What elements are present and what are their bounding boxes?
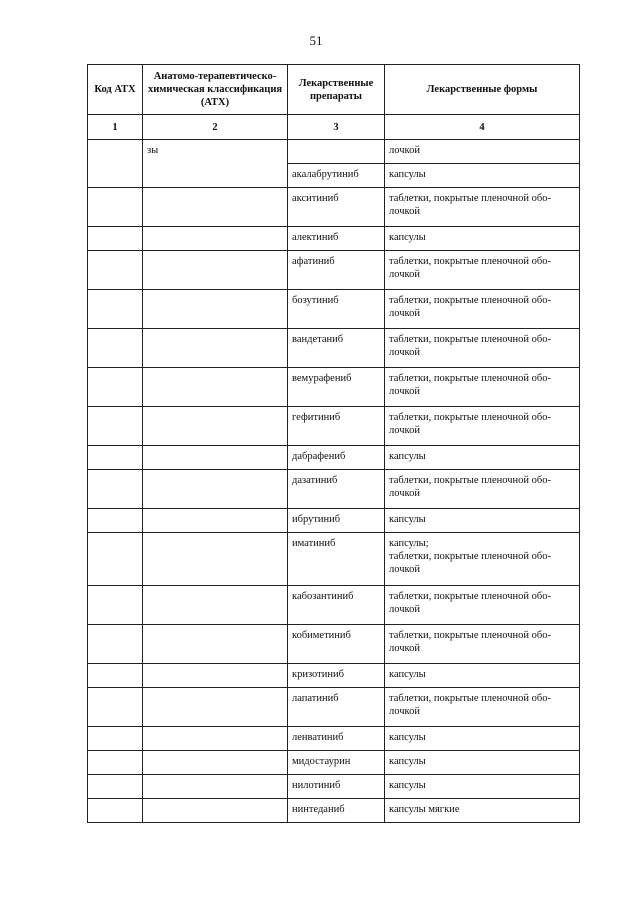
form-line: таблетки, покрытые пленочной обо- bbox=[389, 475, 551, 486]
table-row bbox=[88, 140, 580, 164]
table-row bbox=[88, 470, 580, 509]
classification-cell bbox=[143, 664, 288, 688]
header-classification: Анатомо-терапевтическо-химическая классификация (АТХ) bbox=[143, 65, 288, 115]
classification-cell bbox=[143, 446, 288, 470]
form-line: капсулы; bbox=[389, 538, 429, 549]
header-forms: Лекарственные формы bbox=[385, 65, 580, 115]
drug-cell: лапатиниб bbox=[288, 688, 385, 727]
drug-cell: нилотиниб bbox=[288, 775, 385, 799]
drug-cell: кабозантиниб bbox=[288, 586, 385, 625]
column-number: 2 bbox=[143, 115, 288, 140]
form-cell bbox=[385, 446, 580, 470]
table-row bbox=[88, 586, 580, 625]
form-cell bbox=[385, 407, 580, 446]
form-line: лочкой bbox=[389, 643, 420, 654]
form-line: таблетки, покрытые пленочной обо- bbox=[389, 256, 551, 267]
atc-code-cell bbox=[88, 407, 143, 446]
column-number: 1 bbox=[88, 115, 143, 140]
column-number: 4 bbox=[385, 115, 580, 140]
atc-code-cell bbox=[88, 799, 143, 823]
classification-cell bbox=[143, 290, 288, 329]
form-line: капсулы bbox=[389, 451, 426, 462]
column-number-row bbox=[88, 115, 580, 140]
drug-cell: бозутиниб bbox=[288, 290, 385, 329]
classification-cell bbox=[143, 368, 288, 407]
classification-cell bbox=[143, 727, 288, 751]
atc-code-cell bbox=[88, 251, 143, 290]
form-line: капсулы bbox=[389, 756, 426, 767]
form-cell bbox=[385, 751, 580, 775]
table-row bbox=[88, 251, 580, 290]
form-line: таблетки, покрытые пленочной обо- bbox=[389, 334, 551, 345]
header-row bbox=[88, 65, 580, 115]
drug-cell: кобиметиниб bbox=[288, 625, 385, 664]
classification-cell bbox=[143, 251, 288, 290]
drug-cell: алектиниб bbox=[288, 227, 385, 251]
form-cell bbox=[385, 251, 580, 290]
table-row bbox=[88, 664, 580, 688]
column-number: 3 bbox=[288, 115, 385, 140]
classification-cell bbox=[143, 470, 288, 509]
form-cell bbox=[385, 688, 580, 727]
atc-code-cell bbox=[88, 140, 143, 188]
form-cell bbox=[385, 664, 580, 688]
table-row bbox=[88, 775, 580, 799]
form-cell bbox=[385, 188, 580, 227]
form-cell bbox=[385, 775, 580, 799]
table-row bbox=[88, 188, 580, 227]
drug-cell bbox=[288, 140, 385, 164]
drug-cell: мидостаурин bbox=[288, 751, 385, 775]
form-line: капсулы bbox=[389, 169, 426, 180]
classification-cell bbox=[143, 586, 288, 625]
drug-cell: гефитиниб bbox=[288, 407, 385, 446]
drug-cell: акситиниб bbox=[288, 188, 385, 227]
atc-code-cell bbox=[88, 446, 143, 470]
form-cell bbox=[385, 368, 580, 407]
form-line: лочкой bbox=[389, 386, 420, 397]
table-row bbox=[88, 446, 580, 470]
form-line: таблетки, покрытые пленочной обо- bbox=[389, 591, 551, 602]
form-line: лочкой bbox=[389, 488, 420, 499]
form-cell bbox=[385, 227, 580, 251]
atc-code-cell bbox=[88, 533, 143, 586]
form-line: лочкой bbox=[389, 604, 420, 615]
form-line: капсулы bbox=[389, 780, 426, 791]
drug-cell: вандетаниб bbox=[288, 329, 385, 368]
form-cell bbox=[385, 625, 580, 664]
form-line: таблетки, покрытые пленочной обо- bbox=[389, 630, 551, 641]
classification-cell bbox=[143, 329, 288, 368]
form-line: лочкой bbox=[389, 425, 420, 436]
table-row bbox=[88, 227, 580, 251]
classification-cell bbox=[143, 775, 288, 799]
classification-cell bbox=[143, 188, 288, 227]
table-row bbox=[88, 688, 580, 727]
table-body bbox=[88, 140, 580, 823]
drug-cell: дабрафениб bbox=[288, 446, 385, 470]
form-line: капсулы bbox=[389, 232, 426, 243]
table-row bbox=[88, 727, 580, 751]
table-row bbox=[88, 407, 580, 446]
table-row bbox=[88, 751, 580, 775]
table-row bbox=[88, 368, 580, 407]
atc-code-cell bbox=[88, 509, 143, 533]
form-line: капсулы мягкие bbox=[389, 804, 460, 815]
atc-code-cell bbox=[88, 470, 143, 509]
form-line: капсулы bbox=[389, 732, 426, 743]
form-cell bbox=[385, 164, 580, 188]
atc-code-cell bbox=[88, 586, 143, 625]
form-line: капсулы bbox=[389, 514, 426, 525]
table-row bbox=[88, 290, 580, 329]
form-line: таблетки, покрытые пленочной обо- bbox=[389, 295, 551, 306]
drug-table bbox=[87, 64, 580, 823]
drug-cell: кризотиниб bbox=[288, 664, 385, 688]
atc-code-cell bbox=[88, 329, 143, 368]
classification-cell: зы bbox=[143, 140, 288, 188]
header-drugs: Лекарственные препараты bbox=[288, 65, 385, 115]
form-cell bbox=[385, 586, 580, 625]
page-number: 51 bbox=[309, 33, 323, 48]
atc-code-cell bbox=[88, 775, 143, 799]
form-line: лочкой bbox=[389, 564, 420, 575]
classification-cell bbox=[143, 688, 288, 727]
drug-cell: ленватиниб bbox=[288, 727, 385, 751]
form-cell bbox=[385, 329, 580, 368]
form-cell bbox=[385, 290, 580, 329]
atc-code-cell bbox=[88, 368, 143, 407]
table-row bbox=[88, 625, 580, 664]
form-cell bbox=[385, 727, 580, 751]
drug-cell: афатиниб bbox=[288, 251, 385, 290]
atc-code-cell bbox=[88, 290, 143, 329]
form-cell bbox=[385, 799, 580, 823]
classification-cell bbox=[143, 407, 288, 446]
classification-cell bbox=[143, 799, 288, 823]
drug-cell: вемурафениб bbox=[288, 368, 385, 407]
atc-code-cell bbox=[88, 625, 143, 664]
atc-code-cell bbox=[88, 727, 143, 751]
form-cell: лочкой bbox=[385, 140, 580, 164]
header-atc-code: Код АТХ bbox=[88, 65, 143, 115]
drug-cell: ибрутиниб bbox=[288, 509, 385, 533]
atc-code-cell bbox=[88, 227, 143, 251]
classification-cell bbox=[143, 533, 288, 586]
drug-cell: акалабрутиниб bbox=[288, 164, 385, 188]
form-line: лочкой bbox=[389, 347, 420, 358]
form-cell bbox=[385, 509, 580, 533]
table-row bbox=[88, 329, 580, 368]
form-cell bbox=[385, 470, 580, 509]
atc-code-cell bbox=[88, 664, 143, 688]
drug-cell: дазатиниб bbox=[288, 470, 385, 509]
atc-code-cell bbox=[88, 751, 143, 775]
form-line: лочкой bbox=[389, 269, 420, 280]
classification-cell bbox=[143, 227, 288, 251]
table-row bbox=[88, 799, 580, 823]
atc-code-cell bbox=[88, 188, 143, 227]
table-row bbox=[88, 509, 580, 533]
drug-cell: нинтеданиб bbox=[288, 799, 385, 823]
classification-cell bbox=[143, 625, 288, 664]
form-line: таблетки, покрытые пленочной обо- bbox=[389, 373, 551, 384]
form-line: лочкой bbox=[389, 308, 420, 319]
form-line: таблетки, покрытые пленочной обо- bbox=[389, 693, 551, 704]
form-line: капсулы bbox=[389, 669, 426, 680]
table-row bbox=[88, 533, 580, 586]
form-line: таблетки, покрытые пленочной обо- bbox=[389, 193, 551, 204]
classification-cell bbox=[143, 751, 288, 775]
classification-cell bbox=[143, 509, 288, 533]
form-line: таблетки, покрытые пленочной обо- bbox=[389, 551, 551, 562]
form-line: лочкой bbox=[389, 206, 420, 217]
atc-code-cell bbox=[88, 688, 143, 727]
form-cell bbox=[385, 533, 580, 586]
form-line: лочкой bbox=[389, 706, 420, 717]
form-line: таблетки, покрытые пленочной обо- bbox=[389, 412, 551, 423]
drug-cell: иматиниб bbox=[288, 533, 385, 586]
